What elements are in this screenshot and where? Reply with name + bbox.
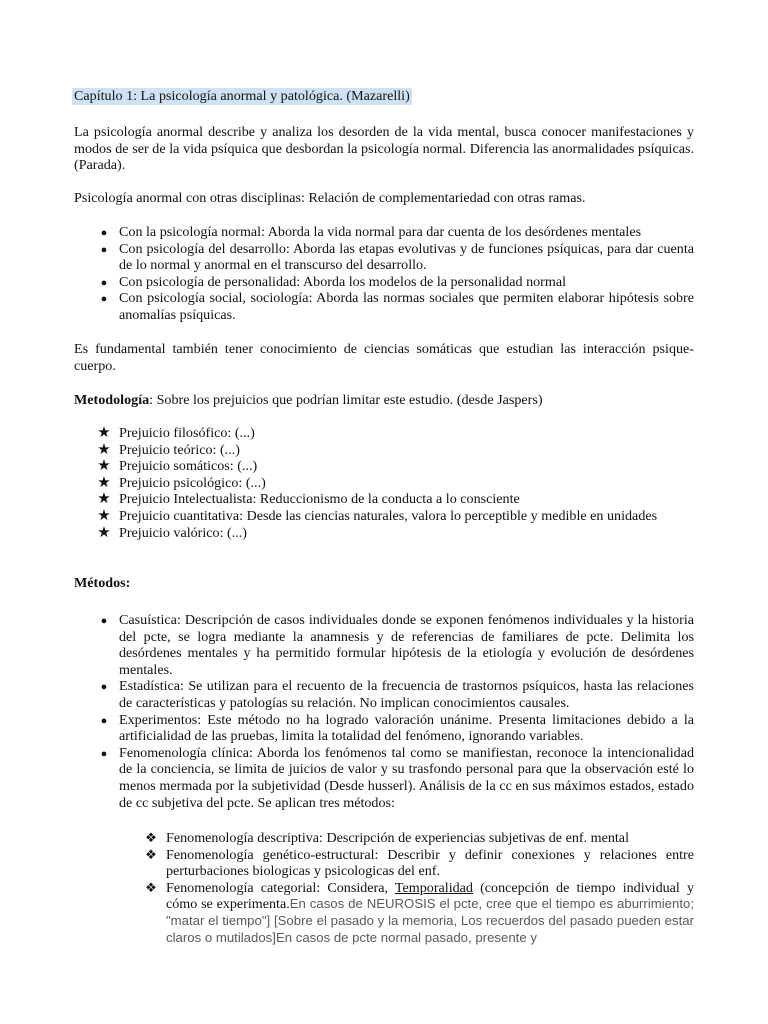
neurosis-note: En casos de NEUROSIS el pcte, cree que el tiempo es aburrimiento; "matar el tiempo"] [Sobre el pasado y la memoria, Los recuerdos del pasado pueden estar claros o mutilados]En casos de pcte normal pasado, presente y	[166, 896, 694, 945]
list-item: ● Con psicología social, sociología: Aborda las normas sociales que permiten elaborar hipótesis sobre anomalías psíquicas.	[119, 290, 694, 323]
bullet-icon	[97, 290, 111, 308]
list-item: ★ Prejuicio Intelectualista: Reduccionismo de la conducta a lo consciente	[119, 491, 694, 508]
diamond-bullet-icon	[144, 880, 158, 897]
star-icon	[97, 525, 111, 542]
list-item: ● Con psicología del desarrollo: Aborda las etapas evolutivas y de funciones psíquicas, para dar cuenta de lo normal y anormal en el transcurso del desarrollo.	[119, 241, 694, 274]
methods-list	[119, 612, 694, 811]
list-item: ● Estadística: Se utilizan para el recuento de la frecuencia de trastornos psíquicos, hasta las relaciones de características y patologías su relación. No implican conocimientos causales.	[119, 678, 694, 711]
star-icon	[97, 491, 111, 508]
list-item: ★ Prejuicio somáticos: (...)	[119, 458, 694, 475]
methods-heading: Métodos:	[74, 575, 131, 591]
star-icon	[97, 442, 111, 459]
chapter-title: Capítulo 1: La psicología anormal y patológica. (Mazarelli)	[74, 88, 410, 104]
prejudices-list	[119, 425, 694, 541]
list-item: ● Casuística: Descripción de casos individuales donde se exponen fenómenos individuales y la historia del pcte, se logra mediante la anamnesis y de referencias de familiares de pcte. Delimita los desórdenes mentales y ha permitido formular hipótesis de la etiología y evolución de desórdenes mentales.	[119, 612, 694, 678]
list-item: ★ Prejuicio psicológico: (...)	[119, 475, 694, 492]
star-icon	[97, 508, 111, 525]
list-item: ❖ Fenomenología descriptiva: Descripción de experiencias subjetivas de enf. mental	[166, 830, 694, 847]
list-item: ● Fenomenología clínica: Aborda los fenómenos tal como se manifiestan, reconoce la intencionalidad de la conciencia, se limita de juicios de valor y su trasfondo personal para que la observación esté lo menos mermada por la subjetividad (Desde husserl). Análisis de la cc en sus máximos estados, estado de cc subjetiva del pcte. Se aplican tres métodos:	[119, 745, 694, 811]
methodology-label: Metodología	[74, 392, 150, 408]
disciplines-intro: Psicología anormal con otras disciplinas: Relación de complementariedad con otras ramas.	[74, 190, 586, 206]
methods-heading-line	[74, 575, 694, 592]
list-item: ● Con psicología de personalidad: Aborda los modelos de la personalidad normal	[119, 274, 694, 291]
diamond-bullet-icon	[144, 830, 158, 847]
star-icon	[97, 475, 111, 492]
intro-paragraph: La psicología anormal describe y analiza los desorden de la vida mental, busca conocer manifestaciones y modos de ser de la vida psíquica que desbordan la psicología normal. Diferencia las anormalidades psíquicas. (Parada).	[74, 124, 694, 174]
bullet-icon	[97, 612, 111, 630]
somatic-paragraph: Es fundamental también tener conocimiento de ciencias somáticas que estudian las interacción psique-cuerpo.	[74, 341, 694, 374]
list-item: ● Experimentos: Este método no ha logrado valoración unánime. Presenta limitaciones debido a la artificialidad de las pruebas, limita la totalidad del fenómeno, ignorando variables.	[119, 712, 694, 745]
diamond-bullet-icon	[144, 847, 158, 864]
bullet-icon	[97, 241, 111, 259]
methodology-paragraph	[74, 392, 694, 409]
star-icon	[97, 458, 111, 475]
list-item: ● Con la psicología normal: Aborda la vida normal para dar cuenta de los desórdenes mentales	[119, 224, 694, 241]
list-item: ★ Prejuicio cuantitativa: Desde las ciencias naturales, valora lo perceptible y medible en unidades	[119, 508, 694, 525]
bullet-icon	[97, 745, 111, 763]
bullet-icon	[97, 712, 111, 730]
list-item: ★ Prejuicio teórico: (...)	[119, 442, 694, 459]
star-icon	[97, 425, 111, 442]
list-item: ❖ Fenomenología categorial: Considera, Temporalidad (concepción de tiempo individual y cómo se experimenta.En casos de NEUROSIS el pcte, cree que el tiempo es aburrimiento; "matar el tiempo"] [Sobre el pasado y la memoria, Los recuerdos del pasado pueden estar claros o mutilados]En casos de pcte normal pasado, presente y	[166, 880, 694, 946]
temporalidad-term: Temporalidad	[394, 879, 473, 896]
bullet-icon	[97, 224, 111, 242]
list-item: ❖ Fenomenología genético-estructural: Describir y definir conexiones y relaciones entre perturbaciones biologicas y psicologicas del enf.	[166, 847, 694, 880]
bullet-icon	[97, 678, 111, 696]
list-item: ★ Prejuicio filosófico: (...)	[119, 425, 694, 442]
phenomenology-list	[166, 830, 694, 946]
chapter-title-line	[74, 88, 694, 105]
disciplines-list	[119, 224, 694, 324]
methodology-text: : Sobre los prejuicios que podrían limitar este estudio. (desde Jaspers)	[149, 392, 543, 408]
list-item: ★ Prejuicio valórico: (...)	[119, 525, 694, 542]
bullet-icon	[97, 274, 111, 292]
